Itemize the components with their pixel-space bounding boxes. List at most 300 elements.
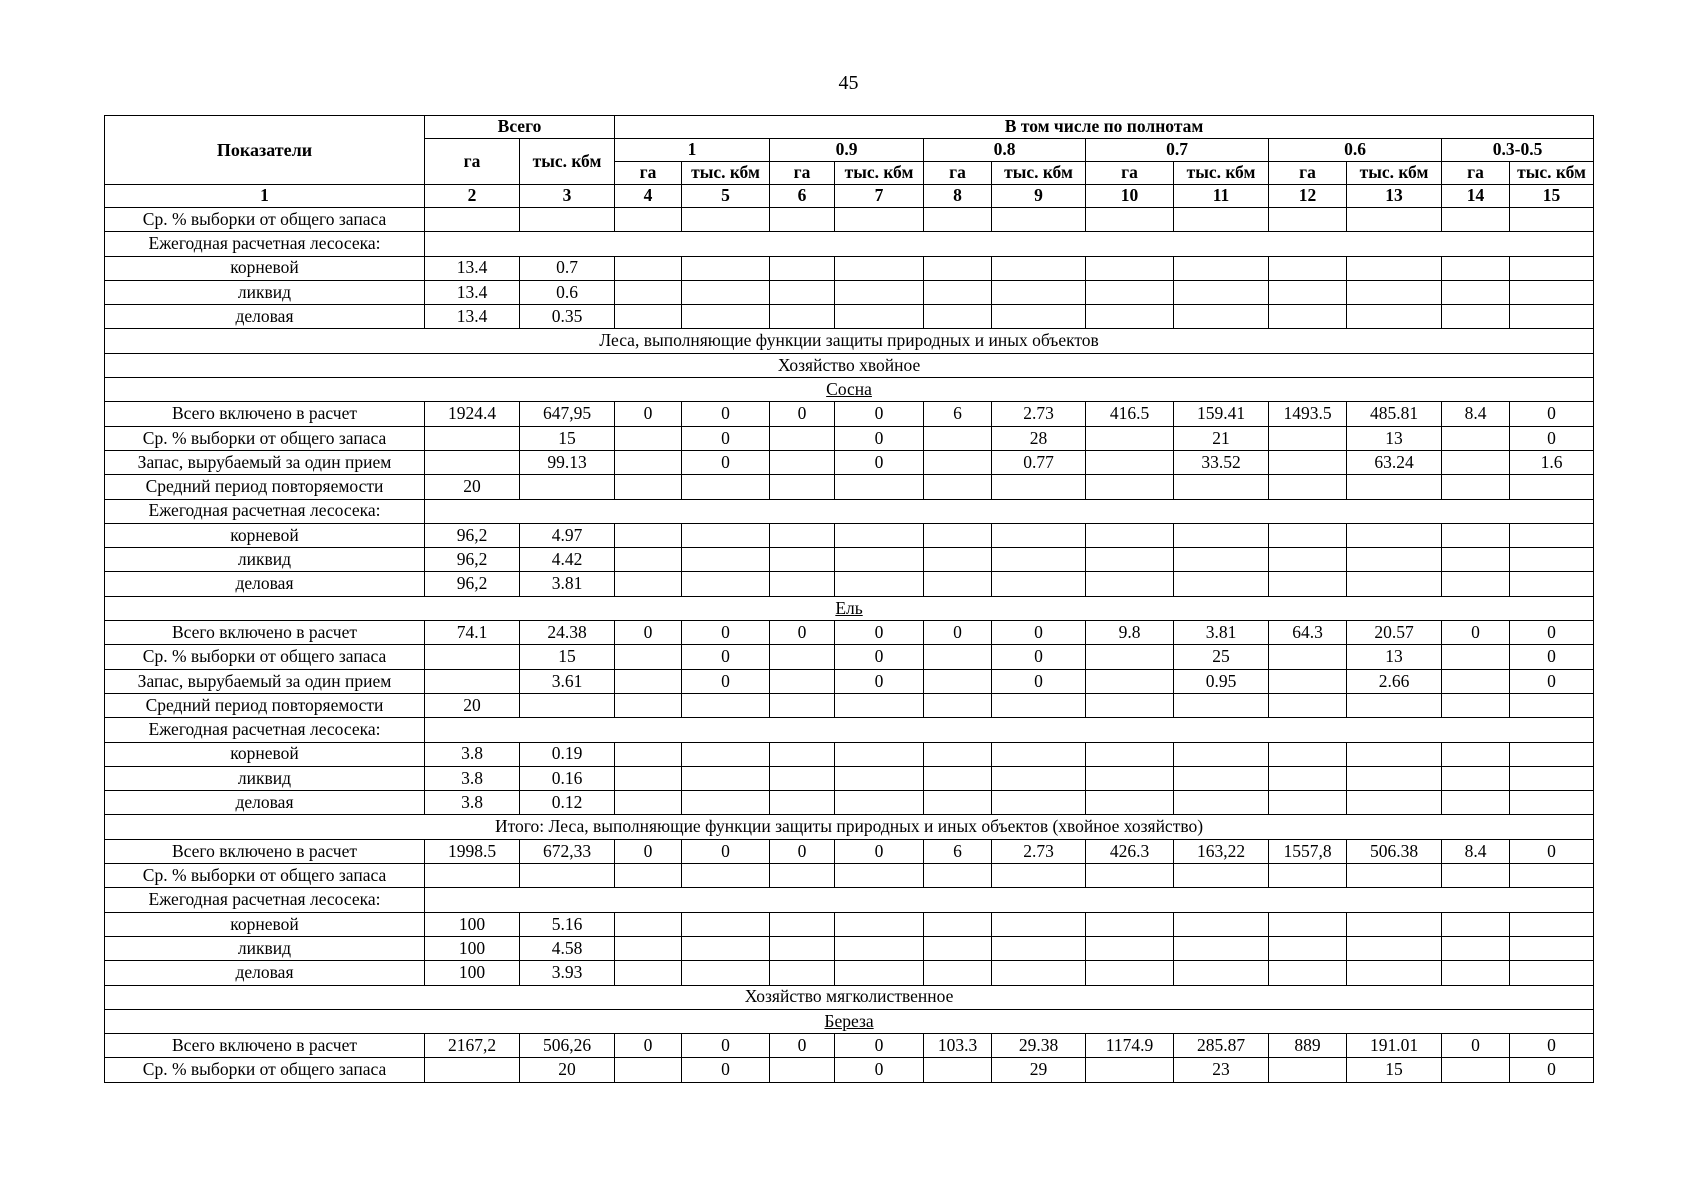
table-cell: 96,2 [425, 548, 520, 572]
table-cell [1347, 208, 1442, 232]
table-cell [1442, 766, 1510, 790]
table-cell: 29 [992, 1058, 1086, 1082]
table-cell [924, 693, 992, 717]
table-cell [615, 450, 682, 474]
table-cell: 0 [1442, 621, 1510, 645]
table-cell: 33.52 [1174, 450, 1269, 474]
table-cell [770, 669, 835, 693]
table-cell [1347, 742, 1442, 766]
table-cell: 0.95 [1174, 669, 1269, 693]
table-cell [992, 766, 1086, 790]
table-cell: 0.6 [520, 280, 615, 304]
table-row [105, 669, 1594, 693]
table-cell [1174, 912, 1269, 936]
row-label: Ср. % выборки от общего запаса [105, 864, 425, 888]
row-label: деловая [105, 572, 425, 596]
table-cell [1086, 305, 1174, 329]
section-row [105, 353, 1594, 377]
table-cell: 23 [1174, 1058, 1269, 1082]
table-cell [770, 305, 835, 329]
table-cell: 0 [924, 621, 992, 645]
table-cell [1174, 766, 1269, 790]
section-title-text: Хозяйство хвойное [777, 354, 921, 375]
table-cell [1510, 280, 1594, 304]
table-cell [924, 742, 992, 766]
table-cell [770, 208, 835, 232]
table-cell [1269, 523, 1347, 547]
table-cell: 3.93 [520, 961, 615, 985]
table-cell [520, 208, 615, 232]
table-cell [1174, 742, 1269, 766]
header-tkbm: тыс. кбм [1347, 162, 1442, 185]
table-cell [682, 305, 770, 329]
header-density: 0.3-0.5 [1442, 139, 1594, 162]
table-cell [682, 791, 770, 815]
table-cell [1174, 548, 1269, 572]
header-tkbm: тыс. кбм [1174, 162, 1269, 185]
table-cell [1086, 450, 1174, 474]
table-cell [924, 864, 992, 888]
header-ha: га [615, 162, 682, 185]
table-cell [992, 208, 1086, 232]
row-label: Ср. % выборки от общего запаса [105, 645, 425, 669]
table-cell [615, 1058, 682, 1082]
table-cell [615, 936, 682, 960]
column-number: 9 [992, 185, 1086, 208]
header-density: 0.6 [1269, 139, 1442, 162]
table-cell [1174, 280, 1269, 304]
section-row [105, 1009, 1594, 1033]
table-cell: 20 [425, 693, 520, 717]
header-density: 0.7 [1086, 139, 1269, 162]
row-label: Всего включено в расчет [105, 402, 425, 426]
table-row [105, 791, 1594, 815]
table-cell: 4.97 [520, 523, 615, 547]
table-cell: 103.3 [924, 1034, 992, 1058]
empty-cell [425, 888, 1594, 912]
table-cell [835, 742, 924, 766]
section-title-text: Ель [835, 597, 863, 618]
table-cell [1174, 475, 1269, 499]
table-cell: 0 [835, 645, 924, 669]
table-cell: 0 [1510, 669, 1594, 693]
table-cell [1347, 693, 1442, 717]
table-cell [835, 791, 924, 815]
table-cell: 64.3 [1269, 621, 1347, 645]
table-cell: 15 [520, 645, 615, 669]
table-cell: 1174.9 [1086, 1034, 1174, 1058]
row-label: Всего включено в расчет [105, 621, 425, 645]
table-row [105, 572, 1594, 596]
table-cell [770, 864, 835, 888]
table-cell [992, 791, 1086, 815]
section-title [105, 1009, 1594, 1033]
table-cell [615, 669, 682, 693]
table-cell [1086, 742, 1174, 766]
table-cell: 4.42 [520, 548, 615, 572]
table-cell: 0 [835, 402, 924, 426]
table-cell: 0 [1510, 645, 1594, 669]
table-cell [835, 766, 924, 790]
table-cell: 2.73 [992, 402, 1086, 426]
table-cell: 63.24 [1347, 450, 1442, 474]
table-cell [1442, 450, 1510, 474]
table-cell [1269, 548, 1347, 572]
row-label: Ежегодная расчетная лесосека: [105, 232, 425, 256]
table-cell [992, 475, 1086, 499]
table-cell [924, 208, 992, 232]
table-cell [1174, 208, 1269, 232]
table-cell: 3.8 [425, 742, 520, 766]
table-cell [835, 572, 924, 596]
table-cell: 2.73 [992, 839, 1086, 863]
table-cell: 0 [1510, 621, 1594, 645]
table-cell: 0 [770, 621, 835, 645]
table-row [105, 961, 1594, 985]
table-cell [770, 280, 835, 304]
table-cell [682, 256, 770, 280]
table-cell [1347, 791, 1442, 815]
table-cell: 0 [682, 1034, 770, 1058]
table-cell: 0 [615, 839, 682, 863]
column-number: 13 [1347, 185, 1442, 208]
row-label: корневой [105, 912, 425, 936]
table-cell [615, 280, 682, 304]
table-cell [1086, 936, 1174, 960]
row-label: ликвид [105, 766, 425, 790]
table-row [105, 548, 1594, 572]
table-cell: 163,22 [1174, 839, 1269, 863]
column-number: 10 [1086, 185, 1174, 208]
row-label: ликвид [105, 936, 425, 960]
table-cell [682, 912, 770, 936]
table-cell: 159.41 [1174, 402, 1269, 426]
table-cell: 29.38 [992, 1034, 1086, 1058]
table-cell [835, 305, 924, 329]
table-cell [1347, 475, 1442, 499]
column-number: 2 [425, 185, 520, 208]
table-cell: 3.81 [520, 572, 615, 596]
table-cell: 0 [770, 402, 835, 426]
table-cell [1442, 475, 1510, 499]
table-cell [1269, 961, 1347, 985]
table-cell [1086, 208, 1174, 232]
table-cell [615, 305, 682, 329]
table-cell [1269, 208, 1347, 232]
table-cell [924, 450, 992, 474]
table-cell [425, 1058, 520, 1082]
table-cell [615, 742, 682, 766]
table-cell: 0 [835, 621, 924, 645]
table-row [105, 864, 1594, 888]
table-cell [835, 961, 924, 985]
table-cell [1442, 864, 1510, 888]
empty-cell [425, 232, 1594, 256]
table-cell [992, 936, 1086, 960]
row-label: Всего включено в расчет [105, 1034, 425, 1058]
table-cell [992, 693, 1086, 717]
table-cell [615, 912, 682, 936]
table-cell [1269, 669, 1347, 693]
table-cell [770, 548, 835, 572]
table-cell [1269, 450, 1347, 474]
table-cell [1174, 305, 1269, 329]
column-number: 1 [105, 185, 425, 208]
table-cell: 0 [835, 450, 924, 474]
table-cell [835, 280, 924, 304]
table-cell [992, 864, 1086, 888]
table-cell [425, 450, 520, 474]
table-cell: 0 [682, 669, 770, 693]
header-ha: га [1086, 162, 1174, 185]
table-cell [835, 548, 924, 572]
table-cell [682, 523, 770, 547]
row-label: деловая [105, 305, 425, 329]
table-cell: 0 [770, 1034, 835, 1058]
table-cell [992, 305, 1086, 329]
table-cell: 0 [835, 426, 924, 450]
table-row [105, 280, 1594, 304]
table-cell [770, 256, 835, 280]
table-cell [770, 426, 835, 450]
table-cell [1269, 693, 1347, 717]
row-label: Средний период повторяемости [105, 693, 425, 717]
table-row [105, 305, 1594, 329]
table-cell [1347, 523, 1442, 547]
table-cell: 0.35 [520, 305, 615, 329]
table-cell [835, 912, 924, 936]
table-cell: 3.61 [520, 669, 615, 693]
table-cell [615, 864, 682, 888]
table-cell [924, 1058, 992, 1082]
table-cell [924, 766, 992, 790]
table-cell [770, 936, 835, 960]
table-cell [682, 742, 770, 766]
section-title-text: Хозяйство мягколиственное [744, 986, 954, 1007]
table-cell [1269, 936, 1347, 960]
table-row [105, 426, 1594, 450]
table-cell [1442, 305, 1510, 329]
table-cell [835, 523, 924, 547]
table-cell [770, 791, 835, 815]
table-cell [1269, 791, 1347, 815]
subheading-row [105, 232, 1594, 256]
table-cell: 0 [835, 669, 924, 693]
table-cell [1442, 912, 1510, 936]
row-label: деловая [105, 791, 425, 815]
row-label: Ежегодная расчетная лесосека: [105, 718, 425, 742]
table-cell [615, 208, 682, 232]
table-cell [1086, 1058, 1174, 1082]
column-number-row [105, 185, 1594, 208]
table-cell: 416.5 [1086, 402, 1174, 426]
table-cell: 25 [1174, 645, 1269, 669]
page-number: 45 [838, 72, 859, 94]
table-cell [1269, 256, 1347, 280]
table-cell [1086, 912, 1174, 936]
table-cell: 1.6 [1510, 450, 1594, 474]
section-row [105, 985, 1594, 1009]
table-cell [615, 572, 682, 596]
section-title-text: Сосна [826, 378, 872, 399]
table-cell [1347, 305, 1442, 329]
table-cell [1086, 426, 1174, 450]
header-including: В том числе по полнотам [615, 116, 1594, 139]
table-cell [1442, 1058, 1510, 1082]
table-cell [924, 669, 992, 693]
header-tkbm: тыс. кбм [1510, 162, 1594, 185]
table-cell: 9.8 [1086, 621, 1174, 645]
table-cell [425, 645, 520, 669]
table-cell [770, 742, 835, 766]
table-cell: 2167,2 [425, 1034, 520, 1058]
row-label: Запас, вырубаемый за один прием [105, 669, 425, 693]
table-cell [615, 256, 682, 280]
table-cell [1174, 256, 1269, 280]
table-cell: 20 [425, 475, 520, 499]
table-cell [924, 572, 992, 596]
table-cell [1510, 693, 1594, 717]
column-number: 14 [1442, 185, 1510, 208]
table-cell [1347, 256, 1442, 280]
table-cell [682, 280, 770, 304]
table-cell: 0 [1510, 1034, 1594, 1058]
column-number: 7 [835, 185, 924, 208]
row-label: Всего включено в расчет [105, 839, 425, 863]
table-row [105, 256, 1594, 280]
table-cell: 1924.4 [425, 402, 520, 426]
table-cell: 3.8 [425, 766, 520, 790]
table-cell [682, 766, 770, 790]
table-cell: 8.4 [1442, 402, 1510, 426]
section-row [105, 378, 1594, 402]
section-title [105, 378, 1594, 402]
table-cell [835, 475, 924, 499]
column-number: 11 [1174, 185, 1269, 208]
table-cell: 506,26 [520, 1034, 615, 1058]
table-cell [835, 693, 924, 717]
table-cell [1269, 305, 1347, 329]
table-cell [1510, 548, 1594, 572]
table-cell [1174, 936, 1269, 960]
table-cell: 0 [615, 1034, 682, 1058]
table-cell: 6 [924, 402, 992, 426]
section-title [105, 596, 1594, 620]
table-row [105, 839, 1594, 863]
table-cell: 0 [1510, 402, 1594, 426]
table-cell [1442, 548, 1510, 572]
table-cell: 100 [425, 912, 520, 936]
table-cell [1174, 791, 1269, 815]
table-cell [770, 645, 835, 669]
table-cell [1347, 912, 1442, 936]
table-cell: 0 [1510, 1058, 1594, 1082]
table-cell [992, 572, 1086, 596]
table-cell [770, 1058, 835, 1082]
table-cell [1086, 523, 1174, 547]
table-cell [770, 912, 835, 936]
table-cell [520, 693, 615, 717]
table-cell [1269, 742, 1347, 766]
table-cell [1442, 936, 1510, 960]
table-cell [924, 548, 992, 572]
table-cell [1086, 669, 1174, 693]
table-row [105, 475, 1594, 499]
table-cell: 0 [682, 621, 770, 645]
table-cell [1269, 280, 1347, 304]
table-cell [1174, 864, 1269, 888]
table-cell [1086, 475, 1174, 499]
table-cell: 0 [835, 1058, 924, 1082]
table-cell [682, 208, 770, 232]
column-number: 12 [1269, 185, 1347, 208]
table-cell [1442, 572, 1510, 596]
table-row [105, 1034, 1594, 1058]
table-cell [1269, 572, 1347, 596]
table-cell [1510, 864, 1594, 888]
table-cell [1510, 208, 1594, 232]
table-row [105, 912, 1594, 936]
table-cell: 1493.5 [1269, 402, 1347, 426]
table-cell: 0 [615, 621, 682, 645]
table-cell: 0 [682, 426, 770, 450]
table-cell: 100 [425, 961, 520, 985]
table-cell: 13.4 [425, 280, 520, 304]
table-cell: 0.77 [992, 450, 1086, 474]
table-cell [924, 791, 992, 815]
table-cell: 24.38 [520, 621, 615, 645]
table-cell [682, 475, 770, 499]
table-cell [1086, 791, 1174, 815]
table-cell [992, 742, 1086, 766]
table-cell: 28 [992, 426, 1086, 450]
table-cell: 285.87 [1174, 1034, 1269, 1058]
header-tkbm: тыс. кбм [682, 162, 770, 185]
table-row [105, 693, 1594, 717]
table-cell [1086, 280, 1174, 304]
row-label: Запас, вырубаемый за один прием [105, 450, 425, 474]
row-label: Ср. % выборки от общего запаса [105, 1058, 425, 1082]
table-cell: 0.19 [520, 742, 615, 766]
row-label: корневой [105, 523, 425, 547]
table-cell: 8.4 [1442, 839, 1510, 863]
table-cell [1442, 791, 1510, 815]
table-cell [682, 936, 770, 960]
table-body [105, 208, 1594, 1083]
table-cell [1347, 936, 1442, 960]
table-cell [682, 864, 770, 888]
table-cell: 0 [682, 402, 770, 426]
table-cell: 1998.5 [425, 839, 520, 863]
column-number: 6 [770, 185, 835, 208]
subheading-row [105, 888, 1594, 912]
table-cell: 13 [1347, 645, 1442, 669]
table-cell [770, 693, 835, 717]
table-cell: 2.66 [1347, 669, 1442, 693]
table-cell [1269, 912, 1347, 936]
table-cell: 0 [770, 839, 835, 863]
table-cell [425, 426, 520, 450]
table-cell [1510, 742, 1594, 766]
table-cell [682, 693, 770, 717]
header-density: 0.8 [924, 139, 1086, 162]
column-number: 4 [615, 185, 682, 208]
table-cell [924, 523, 992, 547]
table-cell [1269, 475, 1347, 499]
table-cell [1442, 669, 1510, 693]
table-cell [992, 548, 1086, 572]
table-cell: 0 [682, 645, 770, 669]
